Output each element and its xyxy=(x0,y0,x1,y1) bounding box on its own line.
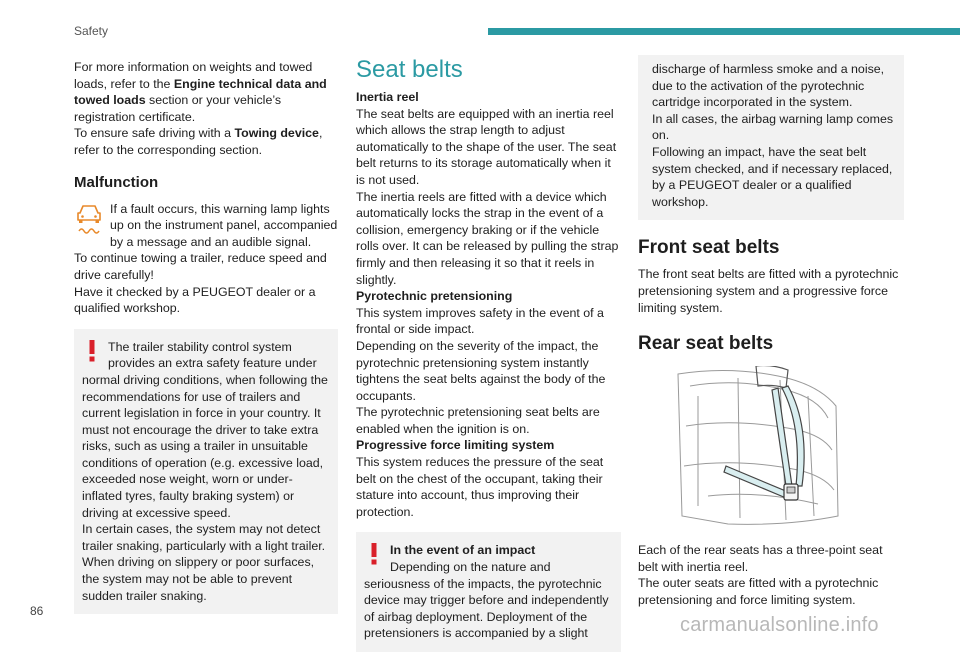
force-limiting-text: This system reduces the pressure of the seat belt on the chest of the occupant, taking their stature into account, thus improving their protection. xyxy=(356,455,604,519)
malfunction-speed-text: To continue towing a trailer, reduce speed and drive carefully! xyxy=(74,251,327,282)
impact-note-airbag-text: In all cases, the airbag warning lamp comes on. xyxy=(652,111,894,143)
column-left xyxy=(74,59,338,614)
malfunction-heading: Malfunction xyxy=(74,173,159,191)
pyrotechnic-text-1: This system improves safety in the event of a frontal or side impact. xyxy=(356,305,604,337)
trailer-stability-warning-lamp-icon xyxy=(74,201,104,235)
watermark: carmanualsonline.info xyxy=(680,614,879,636)
rear-seat-belts-text-1: Each of the rear seats has a three-point seat belt with inertia reel. xyxy=(638,543,883,574)
malfunction-dealer-text: Have it checked by a PEUGEOT dealer or a qualified workshop. xyxy=(74,284,316,316)
pyrotechnic-text-3: The pyrotechnic pretensioning seat belts are enabled when the ignition is on. xyxy=(356,405,600,436)
column-right xyxy=(638,55,904,609)
inertia-reel-text-1: The seat belts are equipped with an inertia reel which allows the strap length to adjust automatically to the shape of the user. The seat belt returns to its storage automatically when it is not used. xyxy=(356,106,617,187)
impact-note-text: Depending on the nature and seriousness of the impacts, the pyrotechnic device may trigger before and independently of airbag deployment. Deployment of the pretensioners is accompanied by a slight xyxy=(364,560,609,641)
inertia-reel-text-2: The inertia reels are fitted with a device which automatically locks the strap in the event of a collision, emergency braking or if the vehicle rolls over. It can be released by pulling the strap firmly and then releasing it so that it reels in slightly. xyxy=(356,189,619,287)
impact-note xyxy=(356,532,621,652)
seat-belts-heading: Seat belts xyxy=(356,56,463,83)
pyrotechnic-title: Pyrotechnic pretensioning xyxy=(356,289,513,304)
impact-note-smoke-text: discharge of harmless smoke and a noise, due to the activation of the pyrotechnic cartridge incorporated in the system. xyxy=(652,62,885,110)
exclamation-icon xyxy=(86,340,98,362)
front-seat-belts-text: The front seat belts are fitted with a pyrotechnic pretensioning system and a progressive force limiting system. xyxy=(638,267,899,315)
trailer-stability-note-text: The trailer stability control system provides an extra safety feature under normal driving conditions, when following the recommendations for use of trailers and current legislation in force in your country. It must not encourage the driver to take extra risks, such as using a trailer in unsuitable conditions of operation (e.g. excessive load, exceeded nose weight, worn or under-inflated tyres, faulty braking system) or driving at excessive speed. xyxy=(82,339,328,520)
rear-seat-belt-illustration xyxy=(668,366,844,532)
trailer-snaking-note-text: In certain cases, the system may not detect trailer snaking, particularly with a light trailer. When driving on slippery or poor surfaces, the system may not be able to prevent sudden trailer snaking. xyxy=(82,522,326,603)
malfunction-block xyxy=(74,201,338,317)
towing-device-reference: Towing device xyxy=(234,126,319,141)
impact-note-title: In the event of an impact xyxy=(390,543,536,558)
front-seat-belts-heading: Front seat belts xyxy=(638,237,780,259)
towing-info-paragraph: For more information on weights and towed loads, refer to the Engine technical data and towed loads section or your vehicle’s registration certificate. xyxy=(74,60,327,124)
engine-data-reference: Engine technical data and towed loads xyxy=(74,76,327,108)
rear-seat-belts-heading: Rear seat belts xyxy=(638,333,774,355)
impact-note-continued xyxy=(638,55,904,220)
inertia-reel-title: Inertia reel xyxy=(356,90,419,104)
exclamation-icon xyxy=(368,543,380,565)
force-limiting-title: Progressive force limiting system xyxy=(356,438,555,453)
header-accent-bar xyxy=(488,28,960,35)
column-middle xyxy=(356,55,621,652)
impact-note-check-text: Following an impact, have the seat belt system checked, and if necessary replaced, by a PEUGEOT dealer or a qualified workshop. xyxy=(652,144,893,209)
rear-seat-belts-text-2: The outer seats are fitted with a pyrotechnic pretensioning and force limiting system. xyxy=(638,576,879,607)
towing-device-paragraph: To ensure safe driving with a Towing device, refer to the corresponding section. xyxy=(74,126,323,157)
malfunction-text: If a fault occurs, this warning lamp lights up on the instrument panel, accompanied by a message and an audible signal. xyxy=(110,201,338,249)
page-number: 86 xyxy=(30,604,44,618)
section-label: Safety xyxy=(74,24,109,38)
pyrotechnic-text-2: Depending on the severity of the impact, the pyrotechnic pretensioning system instantly tightens the seat belts against the body of the occupants. xyxy=(356,338,606,403)
trailer-stability-note xyxy=(74,329,338,615)
